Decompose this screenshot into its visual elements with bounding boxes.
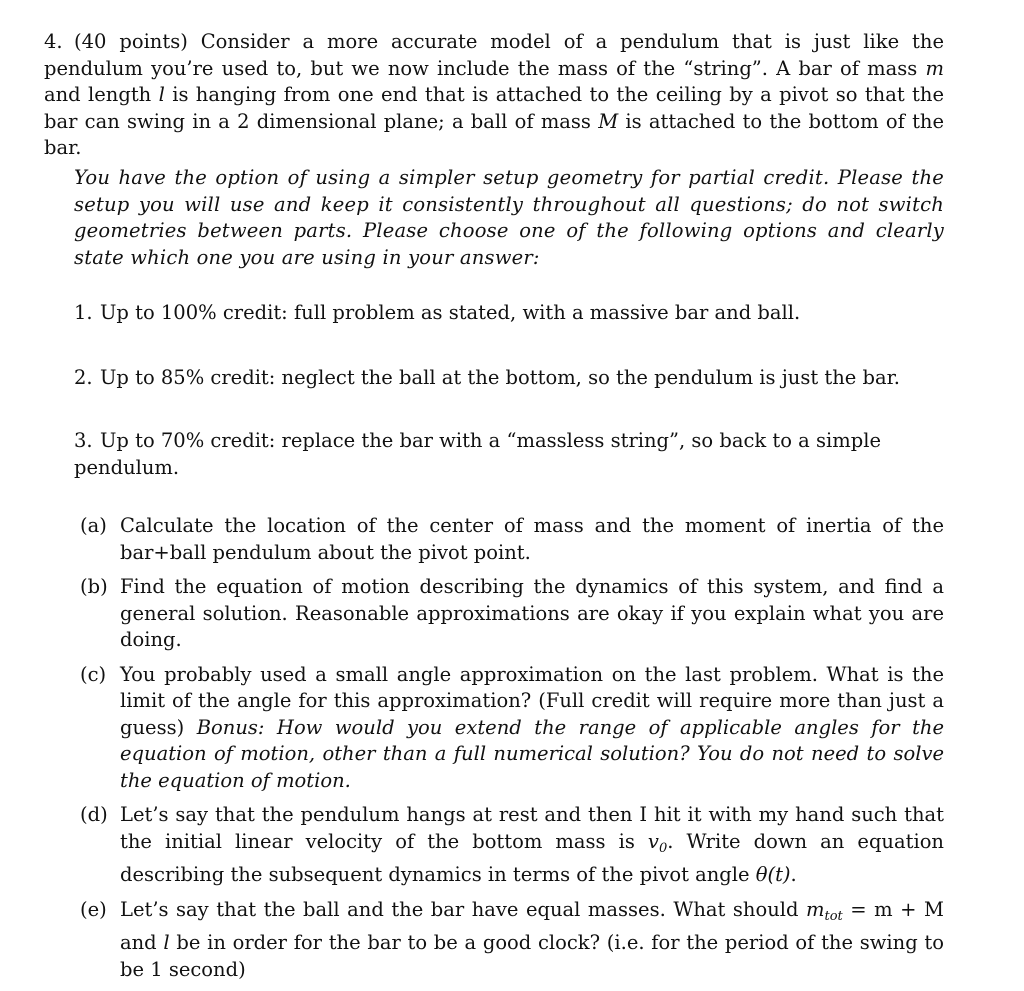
part-c-bonus: Bonus: How would you extend the range of applicable angles for the equation of motion, other than a full numerical solution? You do not need to solve the equation of motion. xyxy=(120,715,945,792)
var-v-subscript: 0 xyxy=(658,840,668,856)
setup-note: You have the option of using a simpler setup geometry for partial credit. Please the setup you will use and keep it consistently throughout all questions; do not switch geometries between parts. Please choose one of the following options and clearly state which one you are using in your answer: xyxy=(74,166,944,269)
part-d-text-3: . xyxy=(790,863,797,886)
var-m: m xyxy=(806,897,825,921)
part-e xyxy=(80,897,944,984)
part-label: (e) xyxy=(80,897,107,921)
var-total-mass xyxy=(806,897,843,924)
problem-intro-4: is attached to the bottom of the bar. xyxy=(44,109,945,159)
part-text xyxy=(120,897,944,984)
var-ball-mass: M xyxy=(598,109,619,133)
problem-intro-2: and length xyxy=(44,83,152,106)
option-text: Up to 100% credit: full problem as stated, with a massive bar and ball. xyxy=(100,301,801,324)
option-number: 2. xyxy=(74,366,93,389)
part-label: (c) xyxy=(80,662,107,686)
var-bar-mass: m xyxy=(925,56,944,80)
option-text: Up to 70% credit: replace the bar with a “massless string”, so back to a simple pendulum. xyxy=(74,429,881,479)
part-text: Find the equation of motion describing the dynamics of this system, and find a general solution. Reasonable approximations are okay if you explain what you are doing. xyxy=(120,575,944,651)
part-c-question: You probably used a small angle approximation on the last problem. What is the limit of the angle for this approximation? (Full credit will require more than just a guess) xyxy=(120,662,944,739)
part-c xyxy=(80,662,944,795)
part-d xyxy=(80,802,944,889)
part-d-text-2: . Write down an equation describing the subsequent dynamics in terms of the pivot angle xyxy=(120,829,944,886)
option-1 xyxy=(74,300,954,327)
part-label: (b) xyxy=(80,575,108,598)
problem-intro-3: is hanging from one end that is attached to the ceiling by a pivot so that the bar can swing in a 2 dimensional plane; a ball of mass xyxy=(44,83,944,133)
option-number: 3. xyxy=(74,429,93,452)
problem-intro: (40 points) Consider a more accurate model of a pendulum that is just like the pendulum you’re used to, but we now include the mass of the “string”. A bar of mass xyxy=(44,30,944,80)
option-number: 1. xyxy=(74,301,93,324)
part-e-text-3: be in order for the bar to be a good clock? (i.e. for the period of the swing to be 1 second) xyxy=(120,931,944,981)
part-text xyxy=(120,802,944,889)
var-v: v xyxy=(647,829,659,853)
var-initial-velocity xyxy=(647,829,668,856)
part-text: Calculate the location of the center of mass and the moment of inertia of the bar+ball pendulum about the pivot point. xyxy=(120,514,944,564)
option-3 xyxy=(74,428,954,481)
problem-number: 4. xyxy=(44,30,63,53)
problem-statement xyxy=(44,29,944,162)
var-length: l xyxy=(163,931,170,954)
part-e-text-2: and xyxy=(120,931,157,954)
var-length: l xyxy=(158,83,165,106)
part-label: (d) xyxy=(80,803,108,826)
part-label: (a) xyxy=(80,514,107,537)
part-d-text-1: Let’s say that the pendulum hangs at rest and then I hit it with my hand such that the initial linear velocity of the bottom mass is xyxy=(120,803,944,853)
option-text: Up to 85% credit: neglect the ball at the bottom, so the pendulum is just the bar. xyxy=(100,366,900,389)
part-e-equation: = m + M xyxy=(850,897,944,921)
option-2 xyxy=(74,365,954,392)
part-b xyxy=(80,574,944,654)
var-theta: θ(t) xyxy=(755,863,791,886)
part-a xyxy=(80,513,944,566)
part-e-text-1: Let’s say that the ball and the bar have equal masses. What should xyxy=(120,897,799,921)
part-text xyxy=(120,662,944,795)
var-m-subscript: tot xyxy=(824,908,843,924)
question-parts xyxy=(80,513,944,991)
